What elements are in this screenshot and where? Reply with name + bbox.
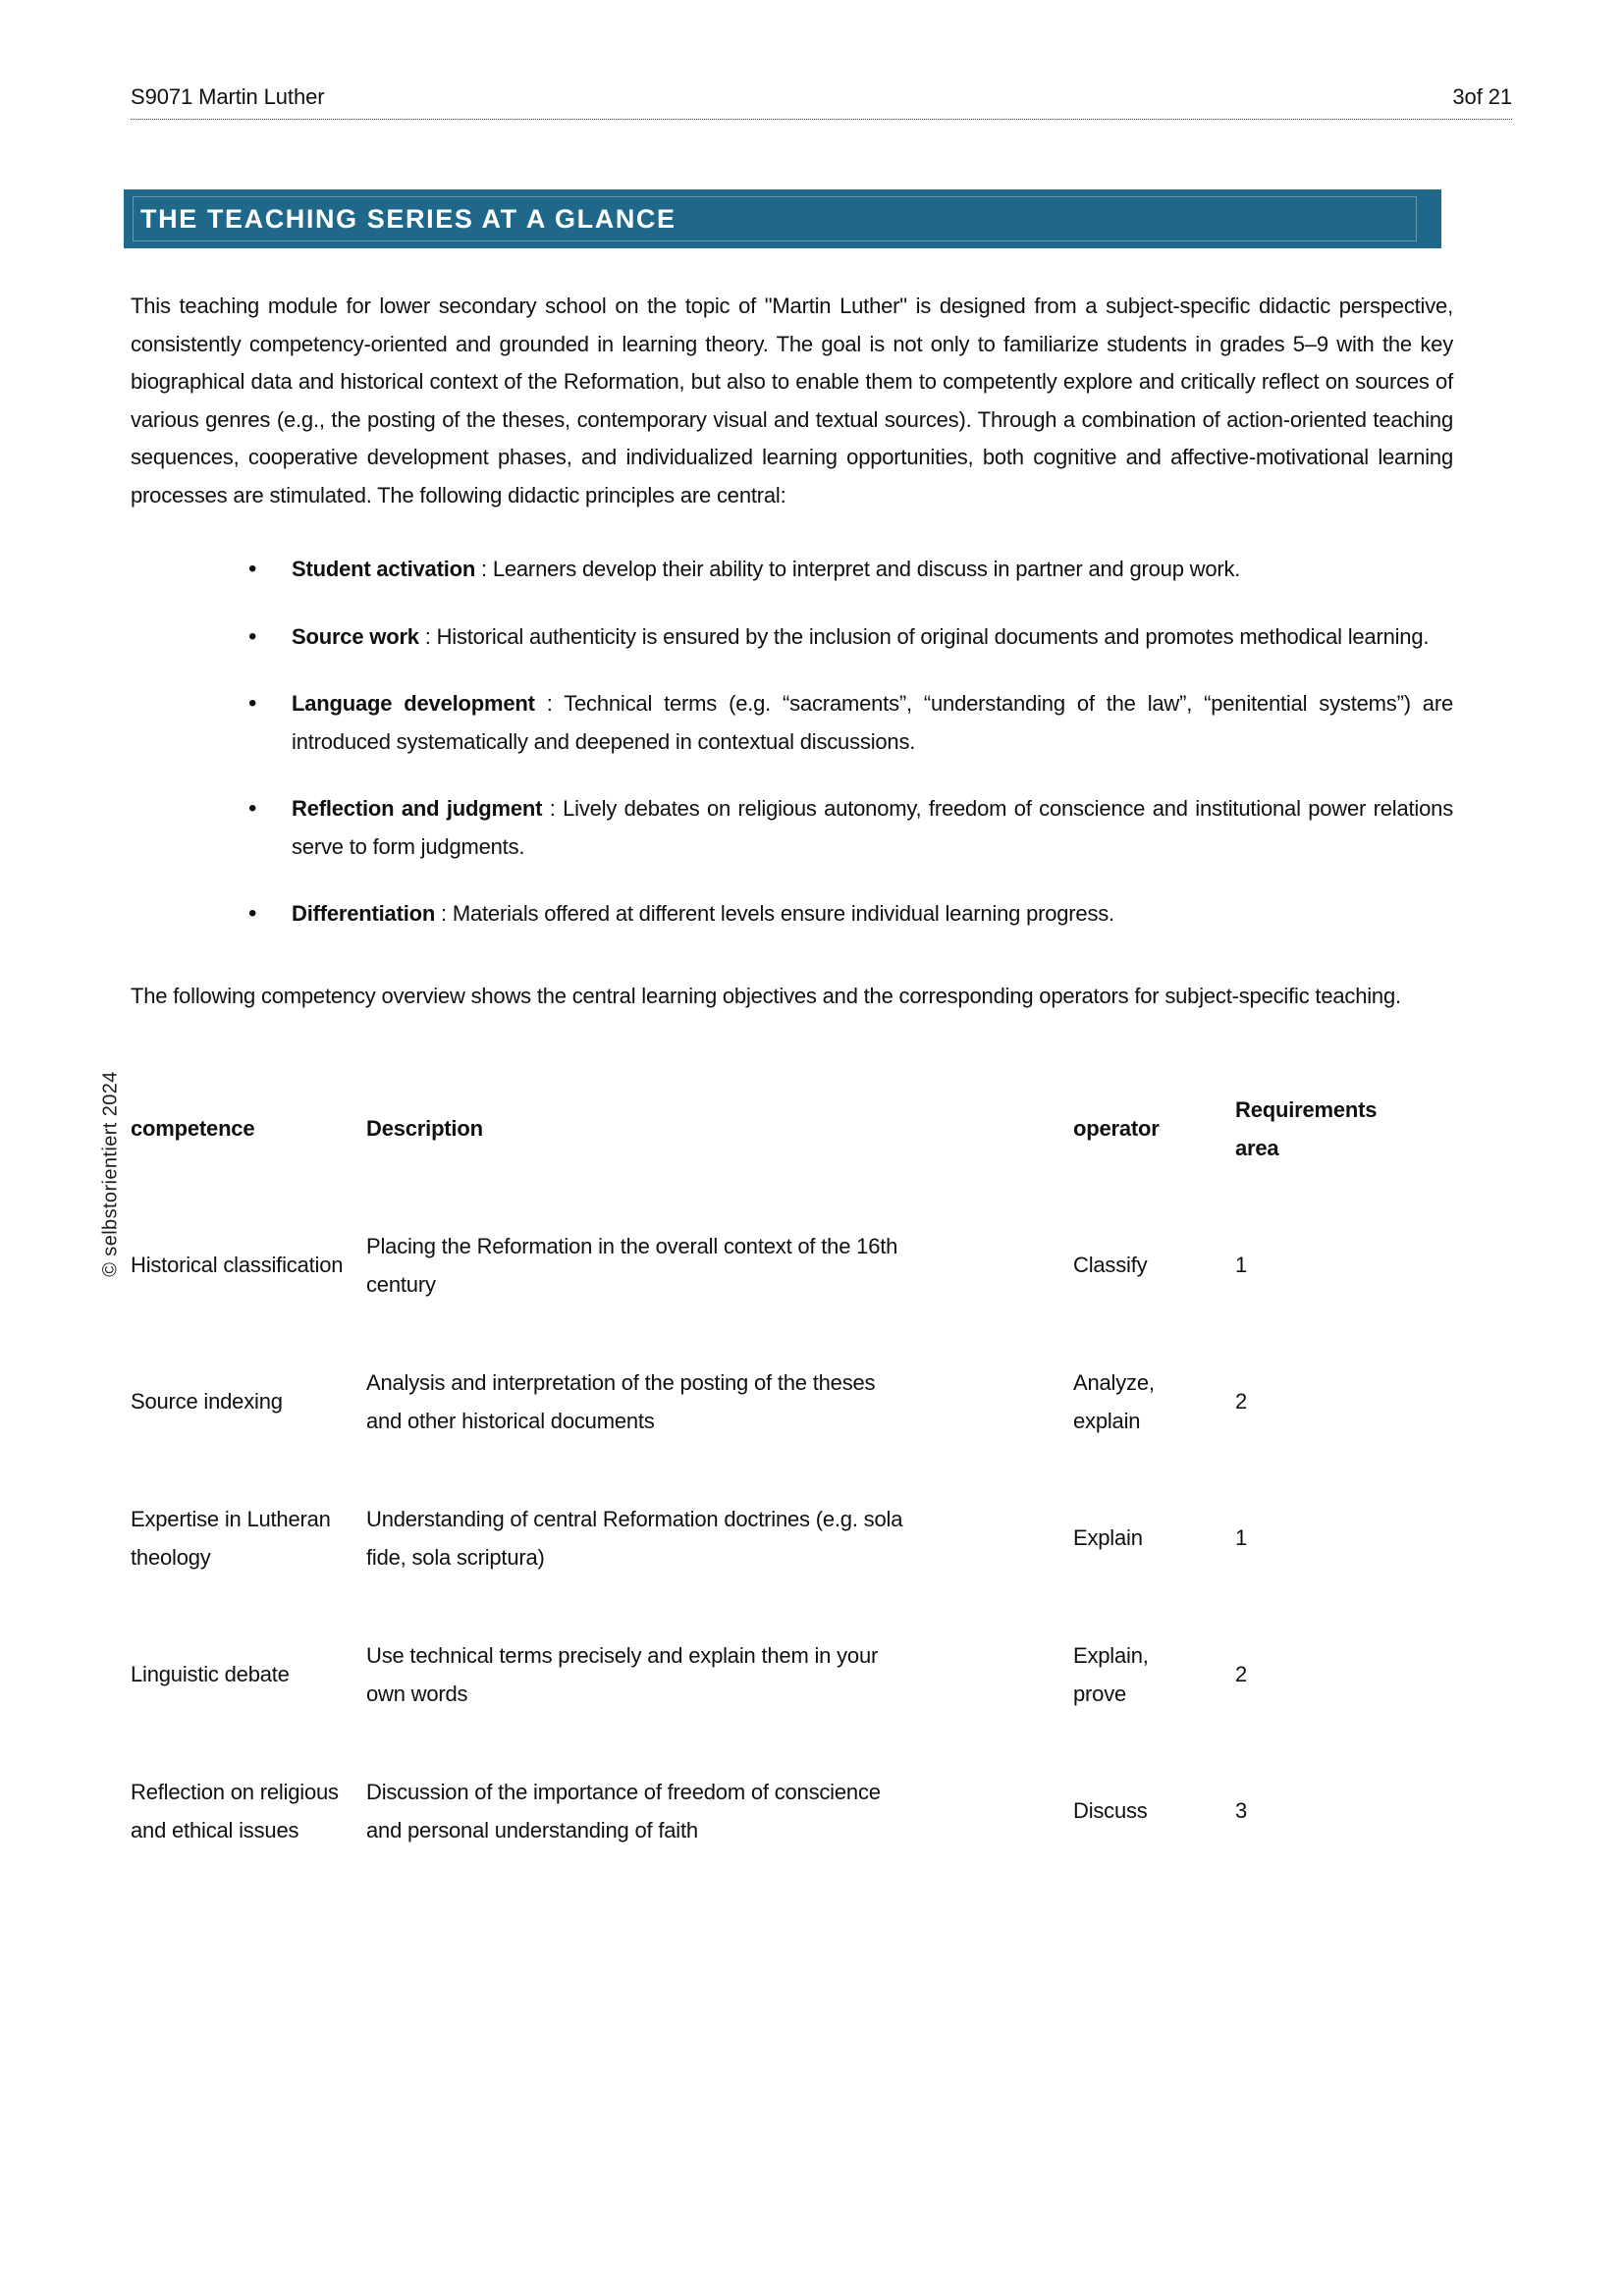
didactic-principles-list (131, 551, 1453, 934)
cell-operator: Discuss (1073, 1798, 1148, 1824)
section-title: THE TEACHING SERIES AT A GLANCE (140, 203, 677, 234)
bullet-text: : Lively debates on religious autonomy, freedom of conscience and institutional power relations serve to form judgments. (292, 796, 1453, 859)
table-row (131, 1334, 1436, 1470)
table-row (131, 1607, 1436, 1743)
table-header-row (131, 1061, 1436, 1198)
header-requirements-area: Requirements area (1235, 1097, 1378, 1160)
bullet-text: : Learners develop their ability to interpret and discuss in partner and group work. (475, 557, 1241, 581)
bullet-icon (248, 618, 292, 657)
main-content (131, 288, 1453, 1880)
table-row (131, 1743, 1436, 1880)
cell-requirements-area: 1 (1235, 1525, 1248, 1551)
list-item (131, 790, 1453, 866)
bullet-term: Source work (292, 623, 419, 649)
header-operator: operator (1073, 1116, 1160, 1142)
competency-table (131, 1061, 1436, 1880)
cell-description: Use technical terms precisely and explain them in your own words (366, 1643, 879, 1706)
header-competence: competence (131, 1116, 255, 1142)
cell-competence: Historical classification (131, 1253, 344, 1278)
page-header (131, 84, 1512, 120)
bullet-text: : Technical terms (e.g. “sacraments”, “understanding of the law”, “penitential systems”) are introduced systematically and deepened in contextual discussions. (292, 691, 1453, 754)
cell-description: Analysis and interpretation of the posting of the theses and other historical documents (366, 1370, 876, 1433)
cell-requirements-area: 1 (1235, 1253, 1248, 1278)
bullet-icon (248, 551, 292, 589)
cell-operator: Explain, prove (1073, 1643, 1149, 1706)
cell-description: Discussion of the importance of freedom of conscience and personal understanding of faith (366, 1780, 881, 1842)
bullet-icon (248, 790, 292, 866)
list-item (131, 895, 1453, 934)
intro-paragraph: This teaching module for lower secondary school on the topic of "Martin Luther" is designed from a subject-specific didactic perspective, consistently competency-oriented and grounded in learning theory. The goal is not only to familiarize students in grades 5–9 with the key biographical data and historical context of the Reformation, but also to enable them to competently explore and critically reflect on sources of various genres (e.g., the posting of the theses, contemporary visual and textual sources). Through a combination of action-oriented teaching sequences, cooperative development phases, and individualized learning opportunities, both cognitive and affective-motivational learning processes are stimulated. The following didactic principles are central: (131, 294, 1453, 507)
cell-requirements-area: 2 (1235, 1389, 1248, 1415)
header-description: Description (366, 1116, 483, 1142)
table-row (131, 1470, 1436, 1607)
bullet-term: Language development (292, 691, 535, 716)
cell-operator: Classify (1073, 1253, 1148, 1278)
bullet-text: : Historical authenticity is ensured by the inclusion of original documents and promotes methodical learning. (418, 623, 1430, 649)
list-item (131, 618, 1453, 657)
cell-competence: Linguistic debate (131, 1662, 290, 1687)
cell-requirements-area: 2 (1235, 1662, 1248, 1687)
page-number: 3of 21 (1452, 84, 1512, 109)
cell-description: Understanding of central Reformation doctrines (e.g. sola fide, sola scriptura) (366, 1507, 903, 1570)
bullet-text: : Materials offered at different levels ensure individual learning progress. (435, 901, 1114, 926)
bullet-term: Reflection and judgment (292, 796, 543, 821)
list-item (131, 685, 1453, 761)
cell-description: Placing the Reformation in the overall context of the 16th century (366, 1234, 898, 1297)
section-banner (124, 189, 1441, 248)
cell-competence: Reflection on religious and ethical issues (131, 1780, 339, 1842)
cell-competence: Source indexing (131, 1389, 283, 1415)
bullet-icon (248, 895, 292, 934)
document-code: S9071 Martin Luther (131, 84, 325, 109)
bullet-term: Differentiation (292, 901, 436, 926)
table-row (131, 1198, 1436, 1334)
bullet-term: Student activation (292, 557, 476, 581)
bullet-icon (248, 685, 292, 761)
cell-operator: Analyze, explain (1073, 1370, 1155, 1433)
cell-operator: Explain (1073, 1525, 1143, 1551)
table-lead-paragraph: The following competency overview shows the central learning objectives and the corresponding operators for subject-specific teaching. (131, 983, 1401, 1008)
copyright-vertical-note: © selbstorientiert 2024 (99, 1071, 122, 1277)
cell-competence: Expertise in Lutheran theology (131, 1507, 331, 1570)
cell-requirements-area: 3 (1235, 1798, 1248, 1824)
list-item (131, 551, 1453, 589)
